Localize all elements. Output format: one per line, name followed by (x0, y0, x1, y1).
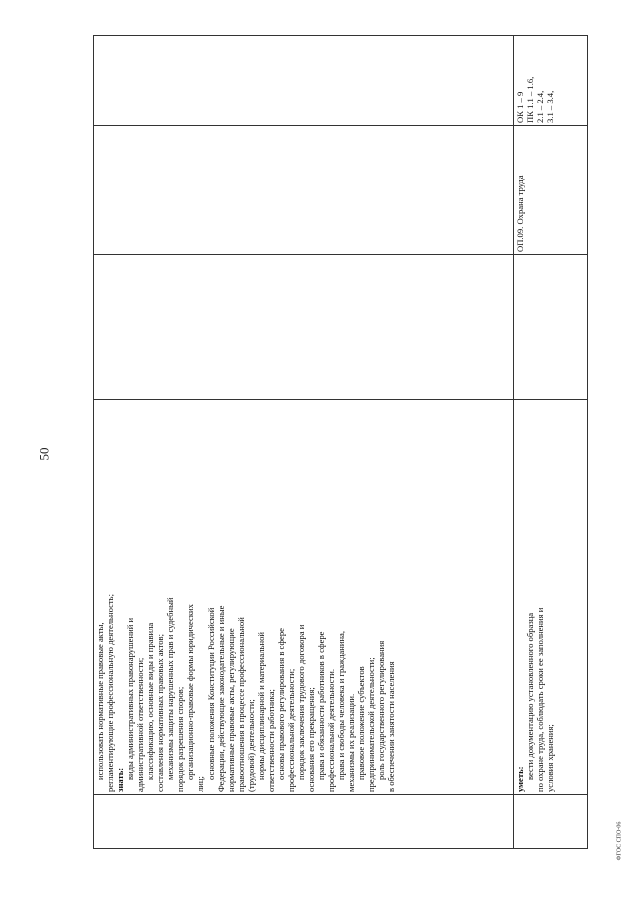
text-line: правовое положение субъектов (356, 666, 367, 780)
text-line: уметь: (515, 766, 525, 792)
discipline-name: ОП.09. Охрана труда (515, 175, 525, 252)
text-line: нормативные правовые акты, регулирующие (225, 628, 236, 792)
cell-knowledge-skills (514, 400, 588, 795)
text-line: в обеспечении занятости населения (386, 661, 397, 792)
cell-hours-empty (514, 255, 588, 400)
table-row (514, 36, 588, 849)
text-line: правоотношения в процессе профессиональной (235, 617, 246, 792)
text-line: использовать нормативные правовые акты, (95, 622, 105, 780)
text-line: механизмы их реализации. (346, 693, 357, 792)
cell-discipline (514, 126, 588, 255)
text-line: профессиональной деятельности. (326, 669, 337, 792)
cell-hours-empty (94, 255, 514, 400)
text-line: права и свободы человека и гражданина, (336, 630, 347, 780)
cell-code-empty (94, 795, 514, 849)
text-line: предпринимательской деятельности; (366, 657, 377, 792)
competency-line: 2.1 – 2.4, (535, 90, 546, 123)
text-line: административной ответственности; (135, 657, 146, 792)
text-line: основы правового регулирования в сфере (275, 628, 286, 780)
text-line: знать: (115, 767, 126, 792)
cell-knowledge-skills (94, 400, 514, 795)
text-line: (трудовой) деятельности; (245, 699, 256, 792)
text-line: классификацию, основные виды и правила (145, 622, 156, 780)
cell-competencies-empty (94, 36, 514, 126)
text-line: права и обязанности работников в сфере (316, 631, 327, 780)
text-line: условия хранения; (545, 724, 556, 792)
text-line: основания его прекращения; (305, 687, 316, 792)
text-line: основные положения Конституции Российской (205, 607, 216, 780)
cell-competencies (514, 36, 588, 126)
text-line: составления нормативных правовых актов; (155, 634, 166, 792)
text-line: порядок заключения трудового договора и (295, 624, 306, 780)
text-line: вести документацию установленного образца (525, 612, 536, 780)
requirements-table (93, 35, 588, 849)
competency-line: 3.1 – 3.4, (545, 90, 556, 123)
cell-code-empty (514, 795, 588, 849)
rotated-table-container (93, 36, 587, 849)
text-line: ответственности работника; (265, 689, 276, 792)
text-line: регламентирующие профессиональную деятельность; (105, 594, 116, 792)
text-line: профессиональной деятельности; (285, 668, 296, 792)
table-row (94, 36, 514, 849)
text-line: нормы дисциплинарной и материальной (255, 631, 266, 780)
text-line: виды административных правонарушений и (125, 617, 136, 780)
text-line: роль государственного регулирования (376, 640, 387, 780)
text-line: по охране труда, соблюдать сроки ее заполнения и (535, 607, 546, 792)
competency-line: ПК 1.1 – 1.6, (525, 76, 536, 123)
text-line: порядок разрешения споров; (175, 686, 186, 792)
text-line: лиц; (195, 776, 206, 792)
competency-line: ОК 1 – 9 (515, 91, 525, 123)
text-line: механизмы защиты нарушенных прав и судебный (165, 597, 176, 780)
text-line: организационно-правовые формы юридических (185, 604, 196, 780)
footer-standard-code: ФГОС СПО-06 (616, 821, 623, 861)
cell-discipline-empty (94, 126, 514, 255)
page-number: 50 (36, 447, 52, 461)
text-line: Федерации, действующие законодательные и иные (215, 605, 226, 792)
